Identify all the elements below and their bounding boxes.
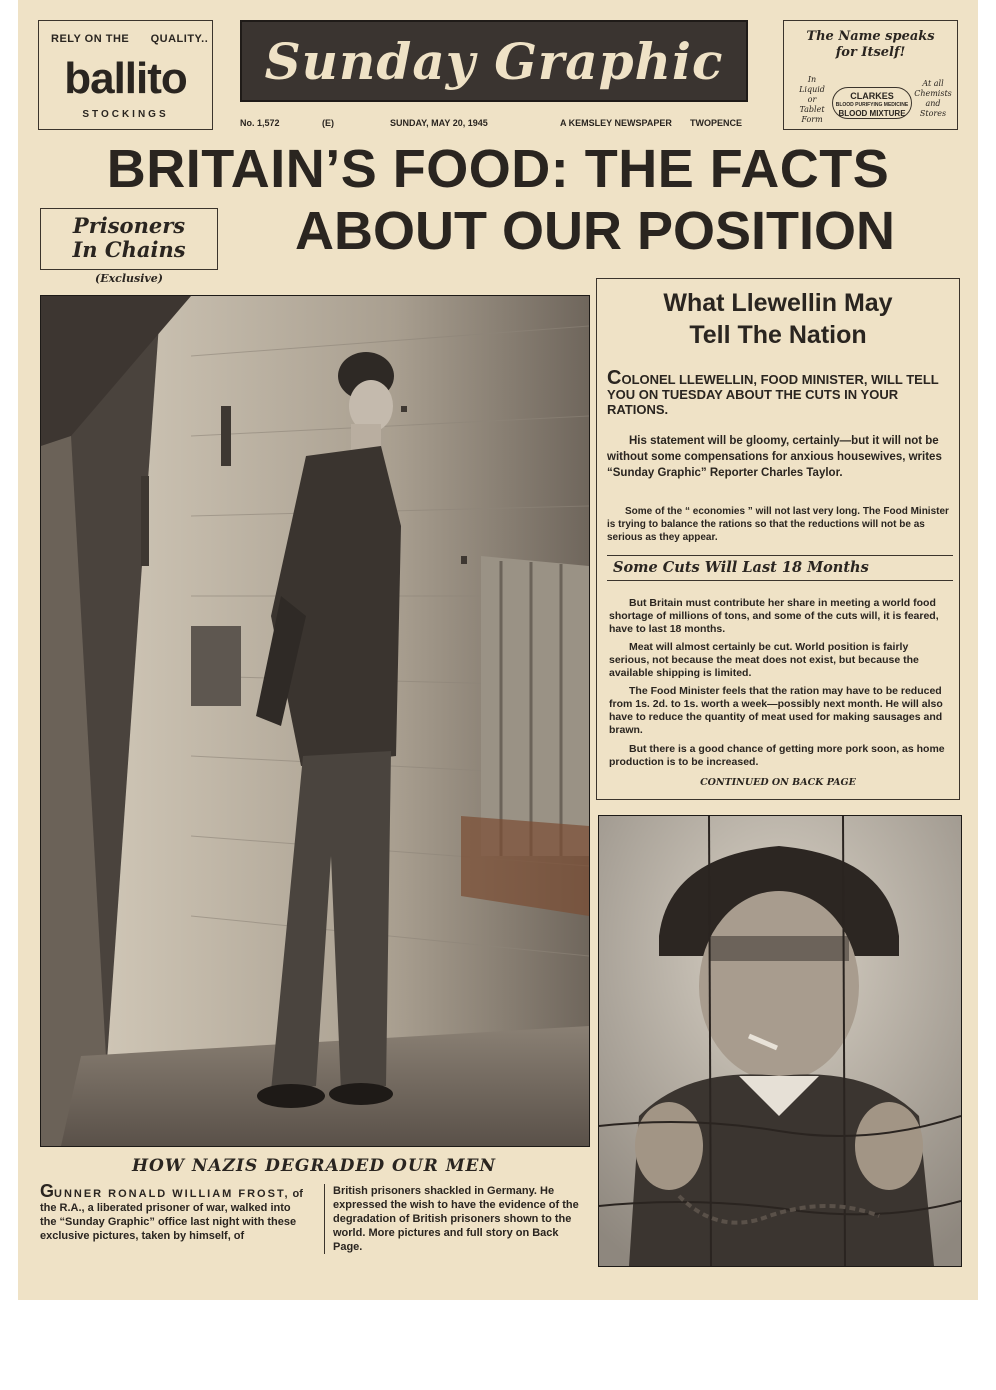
story-paragraph: Some of the “ economies ” will not last very long. The Food Minister is trying to balance the rations so that the reductions will not be as serious as they appear. <box>607 506 949 543</box>
clarkes-advert <box>783 20 958 130</box>
prisoners-feature-box <box>40 208 218 270</box>
prisoner-barbed-wire-photo <box>598 815 962 1267</box>
masthead <box>240 20 748 102</box>
feature-title: Prisoners In Chains <box>72 213 186 262</box>
food-story-column <box>596 278 960 800</box>
advert-tagline: RELY ON THE QUALITY.. <box>51 33 209 45</box>
story-paragraph: The Food Minister feels that the ration may have to be reduced from 1s. 2d. to 1s. worth a week—possibly next month. He will also have to reduce the quantity of meat used for making sausages and brawn. <box>609 685 943 736</box>
advert-slogan: The Name speaks for Itself! <box>806 29 935 60</box>
continued-note: CONTINUED ON BACK PAGE <box>700 777 856 788</box>
photo-caption-right: British prisoners shackled in Germany. He expressed the wish to have the evidence of the degradation of British prisoners shown to the world. More pictures and full story on Back Page. <box>324 1184 588 1254</box>
main-headline-line-1: BRITAIN’S FOOD: THE FACTS <box>106 139 890 199</box>
main-headline-line-2: ABOUT OUR POSITION <box>294 201 895 261</box>
story-subheadline: What Llewellin May Tell The Nation <box>663 289 893 349</box>
issue-date: SUNDAY, MAY 20, 1945 <box>390 118 488 128</box>
story-lede: COLONEL LLEWELLIN, FOOD MINISTER, WILL TELL YOU ON TUESDAY ABOUT THE CUTS IN YOUR RATIONS. <box>607 367 939 417</box>
newspaper-title: Sunday Graphic <box>264 32 724 91</box>
exclusive-label: (Exclusive) <box>95 272 163 285</box>
blank-strip <box>0 1300 996 1390</box>
advert-form-note: In Liquid or Tablet Form <box>799 75 825 124</box>
photo-caption-left: GUNNER RONALD WILLIAM FROST, of the R.A., a liberated prisoner of war, walked into the “Sunday Graphic” office last night with these exclusive pictures, taken by himself, of <box>40 1181 303 1242</box>
story-paragraph: But Britain must contribute her share in meeting a world food shortage of millions of tons, and some of the cuts will, it is feared, have to last 18 months. <box>609 597 939 635</box>
price: TWOPENCE <box>690 118 743 128</box>
ballito-advert <box>38 20 213 130</box>
advert-brand: ballito <box>64 54 187 103</box>
publisher: A KEMSLEY NEWSPAPER <box>560 118 672 128</box>
story-paragraph: His statement will be gloomy, certainly—but it will not be without some compensations for anxious housewives, writes “Sunday Graphic” Reporter Charles Taylor. <box>607 435 942 479</box>
clarkes-logo: CLARKES BLOOD PURIFYING MEDICINE BLOOD MIXTURE <box>832 87 912 119</box>
prisoner-facing-wall-photo <box>40 295 590 1147</box>
story-paragraph: But there is a good chance of getting more pork soon, as home production is to be increased. <box>609 743 945 768</box>
issue-number: No. 1,572 <box>240 118 280 128</box>
photo-headline: HOW NAZIS DEGRADED OUR MEN <box>131 1156 497 1176</box>
story-crosshead: Some Cuts Will Last 18 Months <box>607 555 953 581</box>
newspaper-page <box>18 0 978 1300</box>
edition-mark: (E) <box>322 118 334 128</box>
advert-stockist-note: At all Chemists and Stores <box>914 79 952 118</box>
advert-product: STOCKINGS <box>82 109 169 120</box>
story-paragraph: Meat will almost certainly be cut. World position is fairly serious, not because the meat does not exist, but because the available shipping is limited. <box>609 641 919 679</box>
